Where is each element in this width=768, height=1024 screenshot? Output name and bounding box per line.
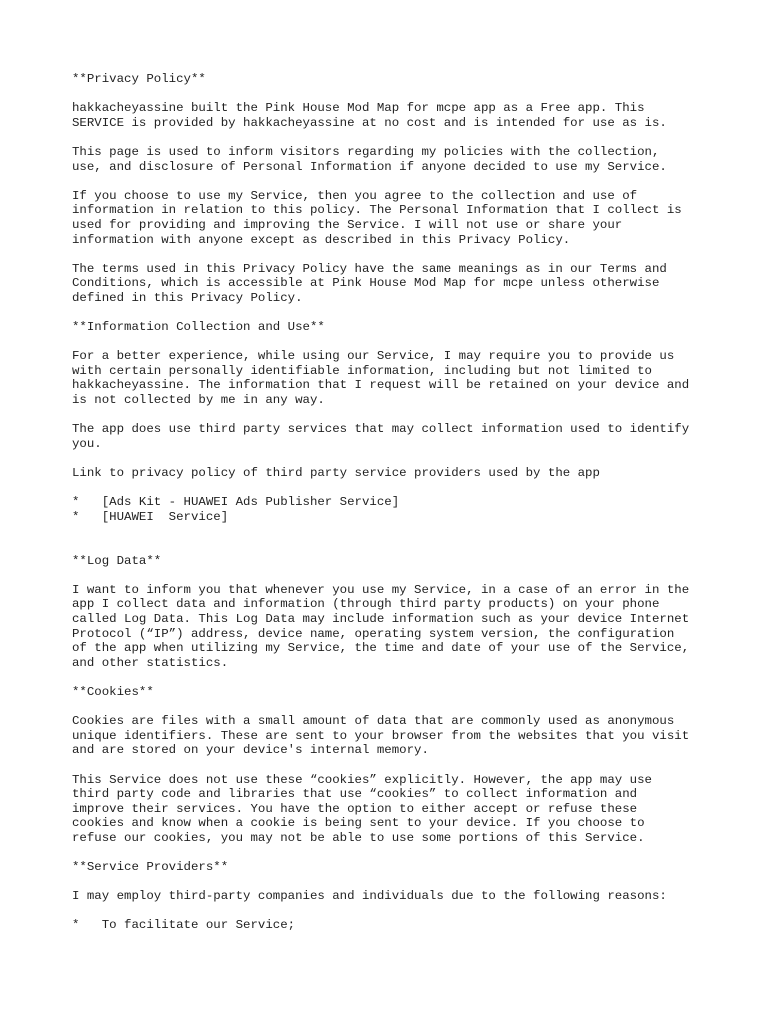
- terms-paragraph: [72, 262, 752, 306]
- heading-line: **Service Providers**: [72, 860, 229, 875]
- text-line: information with anyone except as described in this Privacy Policy.: [72, 232, 571, 247]
- text-line: is not collected by me in any way.: [72, 393, 325, 408]
- text-line: and other statistics.: [72, 655, 229, 670]
- text-line: The app does use third party services that may collect information used to identify: [72, 422, 690, 437]
- text-line: I may employ third-party companies and individuals due to the following reasons:: [72, 889, 667, 904]
- text-line: Cookies are files with a small amount of data that are commonly used as anonymous: [72, 714, 675, 729]
- provider-links-list: [72, 495, 752, 524]
- heading-line: **Cookies**: [72, 684, 154, 699]
- list-item: * To facilitate our Service;: [72, 918, 296, 933]
- text-line: improve their services. You have the option to either accept or refuse these: [72, 801, 638, 816]
- text-line: use, and disclosure of Personal Information if anyone decided to use my Service.: [72, 159, 667, 174]
- text-line: hakkacheyassine built the Pink House Mod Map for mcpe app as a Free app. This: [72, 101, 645, 116]
- text-line: I want to inform you that whenever you use my Service, in a case of an error in the: [72, 582, 690, 597]
- text-line: If you choose to use my Service, then you agree to the collection and use of: [72, 188, 638, 203]
- list-item: * [HUAWEI Service]: [72, 509, 229, 524]
- provider-links-intro: [72, 466, 752, 481]
- text-line: refuse our cookies, you may not be able to use some portions of this Service.: [72, 830, 645, 845]
- info-collection-paragraph: [72, 349, 752, 407]
- title-heading: [72, 72, 752, 87]
- text-line: The terms used in this Privacy Policy have the same meanings as in our Terms and: [72, 261, 667, 276]
- cookies-usage-paragraph: [72, 773, 752, 846]
- intro-paragraph: [72, 101, 752, 130]
- info-collection-heading: [72, 320, 752, 335]
- text-line: For a better experience, while using our Service, I may require you to provide us: [72, 349, 675, 364]
- text-line: called Log Data. This Log Data may include information such as your device Internet: [72, 611, 690, 626]
- privacy-policy-document: [72, 72, 752, 948]
- heading-line: **Information Collection and Use**: [72, 320, 325, 335]
- purpose-paragraph: [72, 145, 752, 174]
- service-providers-paragraph: [72, 889, 752, 904]
- text-line: third party code and libraries that use “cookies” to collect information and: [72, 787, 638, 802]
- heading-line: **Log Data**: [72, 553, 162, 568]
- text-line: SERVICE is provided by hakkacheyassine at no cost and is intended for use as is.: [72, 115, 667, 130]
- text-line: and are stored on your device's internal memory.: [72, 743, 429, 758]
- text-line: used for providing and improving the Service. I will not use or share your: [72, 217, 623, 232]
- text-line: cookies and know when a cookie is being sent to your device. If you choose to: [72, 816, 645, 831]
- log-data-paragraph: [72, 583, 752, 671]
- text-line: This Service does not use these “cookies” explicitly. However, the app may use: [72, 772, 652, 787]
- cookies-heading: [72, 685, 752, 700]
- text-line: of the app when utilizing my Service, the time and date of your use of the Service,: [72, 641, 690, 656]
- text-line: with certain personally identifiable information, including but not limited to: [72, 363, 652, 378]
- text-line: hakkacheyassine. The information that I request will be retained on your device and: [72, 378, 690, 393]
- third-party-paragraph: [72, 422, 752, 451]
- consent-paragraph: [72, 189, 752, 247]
- service-providers-list: [72, 918, 752, 933]
- text-line: This page is used to inform visitors regarding my policies with the collection,: [72, 144, 660, 159]
- text-line: information in relation to this policy. The Personal Information that I collect is: [72, 203, 682, 218]
- text-line: unique identifiers. These are sent to your browser from the websites that you visit: [72, 728, 690, 743]
- text-line: Link to privacy policy of third party service providers used by the app: [72, 466, 600, 481]
- text-line: you.: [72, 436, 102, 451]
- log-data-heading: [72, 554, 752, 569]
- text-line: defined in this Privacy Policy.: [72, 290, 303, 305]
- cookies-definition-paragraph: [72, 714, 752, 758]
- heading-line: **Privacy Policy**: [72, 72, 206, 86]
- list-item: * [Ads Kit - HUAWEI Ads Publisher Service]: [72, 495, 400, 510]
- text-line: Conditions, which is accessible at Pink House Mod Map for mcpe unless otherwise: [72, 276, 660, 291]
- service-providers-heading: [72, 860, 752, 875]
- text-line: Protocol (“IP”) address, device name, operating system version, the configuration: [72, 626, 675, 641]
- text-line: app I collect data and information (through third party products) on your phone: [72, 597, 660, 612]
